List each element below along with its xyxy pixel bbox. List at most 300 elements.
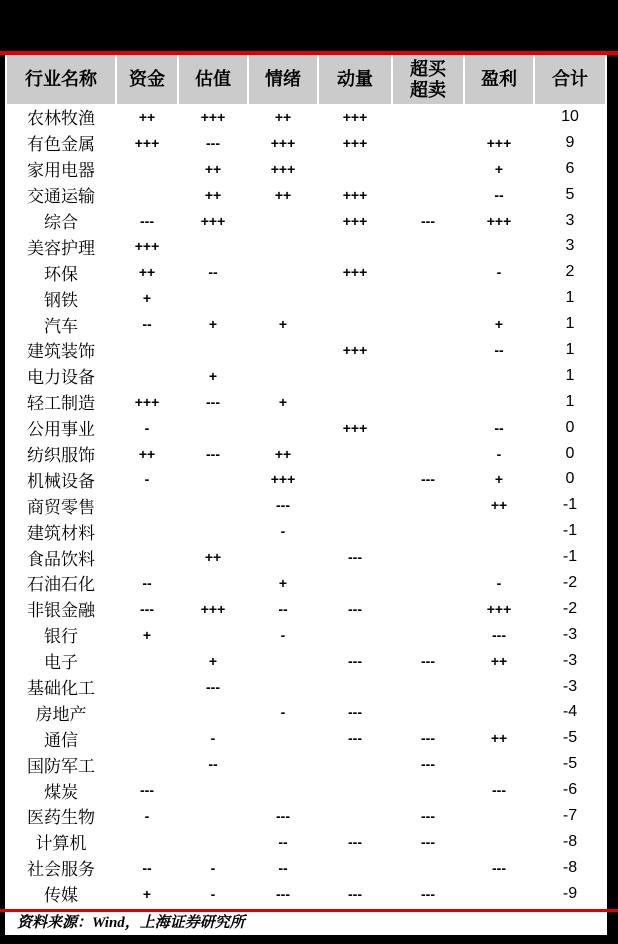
factor-cell-valuation: -- bbox=[208, 264, 218, 281]
factor-cell-sentiment: --- bbox=[276, 807, 290, 824]
factor-cell-sentiment: --- bbox=[276, 885, 290, 902]
factor-cell-capital: ++ bbox=[138, 108, 156, 125]
factor-cell-momentum bbox=[319, 285, 391, 311]
total-cell: 6 bbox=[565, 159, 575, 177]
factor-cell-valuation: + bbox=[208, 652, 218, 669]
factor-cell-capital: +++ bbox=[134, 134, 160, 151]
column-header-line: 资金 bbox=[129, 69, 165, 89]
factor-cell-overbought_oversold: --- bbox=[421, 212, 435, 229]
table-row bbox=[7, 311, 605, 337]
total-cell: -1 bbox=[562, 496, 578, 514]
column-header-line: 超买 bbox=[410, 58, 446, 79]
total-cell: 0 bbox=[565, 444, 575, 462]
factor-cell-momentum: --- bbox=[348, 704, 362, 721]
table-row bbox=[7, 156, 605, 182]
factor-cell-valuation: -- bbox=[208, 756, 218, 773]
factor-cell-overbought_oversold: --- bbox=[421, 756, 435, 773]
total-cell: 3 bbox=[565, 237, 575, 255]
factor-cell-capital bbox=[117, 829, 177, 855]
factor-cell-valuation: ++ bbox=[204, 160, 222, 177]
factor-cell-overbought_oversold bbox=[393, 182, 463, 208]
factor-cell-momentum bbox=[319, 156, 391, 182]
table-header-row bbox=[7, 55, 605, 104]
table-row bbox=[7, 233, 605, 259]
table-row bbox=[7, 492, 605, 518]
factor-cell-capital bbox=[117, 699, 177, 725]
factor-cell-profit bbox=[465, 829, 533, 855]
table-row bbox=[7, 803, 605, 829]
factor-cell-valuation bbox=[179, 829, 247, 855]
factor-cell-capital bbox=[117, 518, 177, 544]
factor-cell-valuation: - bbox=[210, 730, 216, 747]
total-cell: 5 bbox=[565, 185, 575, 203]
factor-cell-momentum bbox=[319, 389, 391, 415]
table-row bbox=[7, 259, 605, 285]
factor-cell-capital bbox=[117, 674, 177, 700]
factor-cell-capital bbox=[117, 725, 177, 751]
industry-name: 国防军工 bbox=[27, 756, 95, 776]
total-cell: -8 bbox=[562, 858, 578, 876]
total-cell: -7 bbox=[562, 806, 578, 824]
total-cell: -1 bbox=[562, 522, 578, 540]
factor-cell-valuation bbox=[179, 415, 247, 441]
factor-cell-capital: + bbox=[142, 885, 152, 902]
table-row bbox=[7, 337, 605, 363]
industry-name: 商贸零售 bbox=[27, 497, 95, 517]
factor-cell-capital: +++ bbox=[134, 238, 160, 255]
total-cell: -9 bbox=[562, 884, 578, 902]
factor-cell-overbought_oversold bbox=[393, 674, 463, 700]
industry-name: 农林牧渔 bbox=[27, 109, 95, 129]
factor-cell-sentiment: - bbox=[280, 704, 286, 721]
factor-cell-capital: - bbox=[144, 471, 150, 488]
industry-name: 钢铁 bbox=[44, 290, 78, 310]
factor-cell-valuation: - bbox=[210, 885, 216, 902]
factor-cell-capital bbox=[117, 648, 177, 674]
column-header-sentiment bbox=[249, 55, 317, 104]
total-cell: 9 bbox=[565, 133, 575, 151]
factor-cell-overbought_oversold bbox=[393, 492, 463, 518]
industry-name: 社会服务 bbox=[27, 860, 95, 880]
factor-cell-sentiment: -- bbox=[278, 859, 288, 876]
total-cell: 2 bbox=[565, 263, 575, 281]
industry-name: 计算机 bbox=[35, 834, 87, 854]
factor-cell-valuation bbox=[179, 570, 247, 596]
factor-cell-profit: + bbox=[494, 160, 504, 177]
column-header-overbought_oversold bbox=[393, 55, 463, 104]
industry-name: 公用事业 bbox=[27, 420, 95, 440]
table-row bbox=[7, 182, 605, 208]
factor-cell-overbought_oversold bbox=[393, 518, 463, 544]
total-cell: -5 bbox=[562, 729, 578, 747]
table-row bbox=[7, 570, 605, 596]
table-row bbox=[7, 777, 605, 803]
factor-cell-valuation bbox=[179, 622, 247, 648]
factor-cell-momentum: +++ bbox=[342, 108, 368, 125]
factor-cell-overbought_oversold bbox=[393, 389, 463, 415]
factor-cell-valuation bbox=[179, 777, 247, 803]
factor-cell-profit: --- bbox=[492, 859, 506, 876]
total-cell: -3 bbox=[562, 625, 578, 643]
factor-cell-profit bbox=[465, 674, 533, 700]
industry-name: 石油石化 bbox=[27, 575, 95, 595]
industry-name: 轻工制造 bbox=[27, 394, 95, 414]
industry-factor-table bbox=[5, 55, 607, 907]
factor-cell-profit: + bbox=[494, 471, 504, 488]
table-row bbox=[7, 389, 605, 415]
industry-name: 医药生物 bbox=[27, 808, 95, 828]
industry-name: 房地产 bbox=[35, 704, 87, 724]
factor-cell-momentum: +++ bbox=[342, 264, 368, 281]
industry-name: 环保 bbox=[44, 264, 78, 284]
industry-name: 银行 bbox=[44, 627, 78, 647]
factor-cell-momentum bbox=[319, 466, 391, 492]
table-row bbox=[7, 751, 605, 777]
column-header-momentum bbox=[319, 55, 391, 104]
factor-cell-sentiment bbox=[249, 363, 317, 389]
factor-cell-valuation: ++ bbox=[204, 186, 222, 203]
table-row bbox=[7, 699, 605, 725]
source-note: 资料来源：Wind，上海证券研究所 bbox=[17, 915, 245, 931]
factor-cell-profit: +++ bbox=[486, 212, 512, 229]
factor-cell-capital: +++ bbox=[134, 393, 160, 410]
factor-cell-overbought_oversold bbox=[393, 363, 463, 389]
industry-name: 美容护理 bbox=[27, 238, 95, 258]
table-row bbox=[7, 855, 605, 881]
total-cell: 0 bbox=[565, 470, 575, 488]
factor-cell-profit: -- bbox=[494, 186, 504, 203]
factor-cell-valuation: +++ bbox=[200, 212, 226, 229]
factor-cell-sentiment bbox=[249, 648, 317, 674]
factor-cell-sentiment: -- bbox=[278, 833, 288, 850]
factor-cell-sentiment: ++ bbox=[274, 186, 292, 203]
factor-cell-overbought_oversold bbox=[393, 259, 463, 285]
factor-cell-overbought_oversold bbox=[393, 156, 463, 182]
factor-cell-profit: -- bbox=[494, 419, 504, 436]
industry-name: 建筑材料 bbox=[27, 523, 95, 543]
factor-cell-sentiment bbox=[249, 725, 317, 751]
factor-cell-momentum: +++ bbox=[342, 186, 368, 203]
factor-cell-sentiment: +++ bbox=[270, 160, 296, 177]
table-row bbox=[7, 829, 605, 855]
factor-cell-momentum bbox=[319, 622, 391, 648]
factor-cell-overbought_oversold bbox=[393, 777, 463, 803]
total-cell: 1 bbox=[565, 366, 575, 384]
industry-name: 纺织服饰 bbox=[27, 446, 95, 466]
factor-cell-overbought_oversold bbox=[393, 544, 463, 570]
table-row bbox=[7, 596, 605, 622]
factor-cell-profit: ++ bbox=[490, 730, 508, 747]
column-header-total bbox=[535, 55, 605, 104]
factor-cell-valuation: --- bbox=[206, 445, 220, 462]
factor-cell-profit bbox=[465, 389, 533, 415]
column-header-line: 情绪 bbox=[265, 69, 301, 89]
total-cell: 0 bbox=[565, 418, 575, 436]
factor-cell-momentum: +++ bbox=[342, 341, 368, 358]
table-row bbox=[7, 725, 605, 751]
industry-name: 食品饮料 bbox=[27, 549, 95, 569]
factor-cell-momentum bbox=[319, 777, 391, 803]
factor-cell-momentum bbox=[319, 855, 391, 881]
factor-cell-profit: - bbox=[496, 445, 502, 462]
factor-cell-sentiment: -- bbox=[278, 600, 288, 617]
factor-cell-sentiment: + bbox=[278, 393, 288, 410]
factor-cell-momentum bbox=[319, 674, 391, 700]
table-row bbox=[7, 674, 605, 700]
factor-cell-overbought_oversold: --- bbox=[421, 730, 435, 747]
column-header-capital bbox=[117, 55, 177, 104]
factor-cell-capital: - bbox=[144, 419, 150, 436]
factor-cell-capital: --- bbox=[140, 212, 154, 229]
column-header-line: 估值 bbox=[195, 69, 231, 89]
table-row bbox=[7, 104, 605, 130]
factor-cell-momentum: --- bbox=[348, 885, 362, 902]
factor-cell-capital: -- bbox=[142, 574, 152, 591]
industry-name: 有色金属 bbox=[27, 135, 95, 155]
column-header-line: 合计 bbox=[552, 69, 588, 89]
industry-name: 家用电器 bbox=[27, 161, 95, 181]
factor-cell-valuation bbox=[179, 233, 247, 259]
factor-cell-valuation: +++ bbox=[200, 600, 226, 617]
factor-cell-capital bbox=[117, 751, 177, 777]
industry-name: 通信 bbox=[44, 730, 78, 750]
factor-cell-momentum: --- bbox=[348, 730, 362, 747]
factor-cell-overbought_oversold bbox=[393, 104, 463, 130]
total-cell: 1 bbox=[565, 392, 575, 410]
factor-cell-momentum: --- bbox=[348, 652, 362, 669]
table-row bbox=[7, 648, 605, 674]
industry-name: 煤炭 bbox=[44, 782, 78, 802]
factor-cell-capital bbox=[117, 492, 177, 518]
total-cell: -8 bbox=[562, 832, 578, 850]
industry-name: 机械设备 bbox=[27, 471, 95, 491]
factor-cell-overbought_oversold bbox=[393, 699, 463, 725]
factor-cell-profit bbox=[465, 285, 533, 311]
factor-cell-overbought_oversold: --- bbox=[421, 471, 435, 488]
industry-name: 电力设备 bbox=[27, 368, 95, 388]
column-header-line: 盈利 bbox=[481, 69, 517, 89]
factor-cell-valuation: + bbox=[208, 367, 218, 384]
factor-cell-sentiment: +++ bbox=[270, 134, 296, 151]
factor-cell-profit bbox=[465, 233, 533, 259]
factor-cell-valuation: --- bbox=[206, 678, 220, 695]
factor-cell-sentiment bbox=[249, 285, 317, 311]
factor-cell-capital bbox=[117, 156, 177, 182]
factor-cell-capital bbox=[117, 337, 177, 363]
industry-name: 建筑装饰 bbox=[27, 342, 95, 362]
column-header-industry bbox=[7, 55, 115, 104]
factor-cell-capital: ++ bbox=[138, 264, 156, 281]
factor-cell-momentum bbox=[319, 751, 391, 777]
total-cell: 1 bbox=[565, 315, 575, 333]
factor-cell-capital: --- bbox=[140, 782, 154, 799]
factor-cell-sentiment: - bbox=[280, 626, 286, 643]
total-cell: -4 bbox=[562, 703, 578, 721]
factor-cell-valuation: + bbox=[208, 316, 218, 333]
total-cell: -2 bbox=[562, 599, 578, 617]
table-row bbox=[7, 208, 605, 234]
factor-cell-overbought_oversold: --- bbox=[421, 885, 435, 902]
factor-cell-valuation bbox=[179, 803, 247, 829]
factor-cell-capital: + bbox=[142, 290, 152, 307]
factor-cell-valuation bbox=[179, 699, 247, 725]
factor-cell-overbought_oversold bbox=[393, 311, 463, 337]
factor-cell-sentiment: ++ bbox=[274, 108, 292, 125]
factor-cell-overbought_oversold bbox=[393, 130, 463, 156]
factor-cell-sentiment bbox=[249, 751, 317, 777]
factor-cell-momentum bbox=[319, 570, 391, 596]
table-row bbox=[7, 441, 605, 467]
factor-cell-profit: --- bbox=[492, 782, 506, 799]
factor-cell-sentiment: --- bbox=[276, 497, 290, 514]
factor-cell-sentiment bbox=[249, 259, 317, 285]
factor-cell-valuation bbox=[179, 285, 247, 311]
column-header-line: 超卖 bbox=[410, 79, 446, 100]
factor-cell-valuation: ++ bbox=[204, 549, 222, 566]
factor-cell-sentiment bbox=[249, 674, 317, 700]
factor-cell-capital: ++ bbox=[138, 445, 156, 462]
table-header bbox=[7, 55, 605, 104]
factor-cell-sentiment bbox=[249, 337, 317, 363]
factor-cell-momentum bbox=[319, 518, 391, 544]
factor-cell-momentum bbox=[319, 803, 391, 829]
factor-cell-valuation: --- bbox=[206, 393, 220, 410]
factor-cell-overbought_oversold bbox=[393, 415, 463, 441]
factor-cell-profit bbox=[465, 104, 533, 130]
factor-cell-valuation bbox=[179, 518, 247, 544]
column-header-valuation bbox=[179, 55, 247, 104]
factor-cell-profit: ++ bbox=[490, 652, 508, 669]
industry-name: 非银金融 bbox=[27, 601, 95, 621]
factor-cell-capital bbox=[117, 182, 177, 208]
factor-cell-overbought_oversold bbox=[393, 855, 463, 881]
factor-cell-capital: + bbox=[142, 626, 152, 643]
factor-cell-profit: -- bbox=[494, 341, 504, 358]
column-header-profit bbox=[465, 55, 533, 104]
factor-cell-valuation: +++ bbox=[200, 108, 226, 125]
table-body bbox=[7, 104, 605, 907]
factor-cell-valuation bbox=[179, 492, 247, 518]
table-panel bbox=[5, 55, 607, 909]
table-row bbox=[7, 518, 605, 544]
total-cell: -6 bbox=[562, 781, 578, 799]
factor-cell-overbought_oversold bbox=[393, 285, 463, 311]
factor-cell-profit: - bbox=[496, 264, 502, 281]
factor-cell-valuation: --- bbox=[206, 134, 220, 151]
factor-cell-overbought_oversold: --- bbox=[421, 833, 435, 850]
table-row bbox=[7, 130, 605, 156]
factor-cell-momentum bbox=[319, 311, 391, 337]
factor-cell-overbought_oversold bbox=[393, 337, 463, 363]
factor-cell-momentum: +++ bbox=[342, 419, 368, 436]
factor-cell-profit bbox=[465, 881, 533, 907]
industry-name: 汽车 bbox=[44, 316, 78, 336]
factor-cell-sentiment: ++ bbox=[274, 445, 292, 462]
factor-cell-momentum: --- bbox=[348, 549, 362, 566]
factor-cell-overbought_oversold bbox=[393, 233, 463, 259]
factor-cell-momentum bbox=[319, 233, 391, 259]
factor-cell-valuation bbox=[179, 466, 247, 492]
factor-cell-capital bbox=[117, 363, 177, 389]
factor-cell-profit bbox=[465, 751, 533, 777]
factor-cell-momentum: +++ bbox=[342, 134, 368, 151]
factor-cell-overbought_oversold: --- bbox=[421, 652, 435, 669]
factor-cell-valuation: - bbox=[210, 859, 216, 876]
total-cell: -3 bbox=[562, 677, 578, 695]
column-header-line: 行业名称 bbox=[25, 69, 97, 89]
factor-cell-momentum bbox=[319, 492, 391, 518]
total-cell: 10 bbox=[561, 107, 579, 125]
factor-cell-overbought_oversold: --- bbox=[421, 807, 435, 824]
table-row bbox=[7, 544, 605, 570]
factor-cell-momentum: +++ bbox=[342, 212, 368, 229]
factor-cell-overbought_oversold bbox=[393, 441, 463, 467]
table-row bbox=[7, 622, 605, 648]
table-row bbox=[7, 285, 605, 311]
industry-name: 电子 bbox=[44, 653, 78, 673]
factor-cell-profit: + bbox=[494, 316, 504, 333]
table-row bbox=[7, 415, 605, 441]
factor-cell-momentum bbox=[319, 441, 391, 467]
factor-cell-capital bbox=[117, 544, 177, 570]
factor-cell-profit: +++ bbox=[486, 600, 512, 617]
table-row bbox=[7, 881, 605, 907]
factor-cell-capital: --- bbox=[140, 600, 154, 617]
factor-cell-profit bbox=[465, 363, 533, 389]
factor-cell-overbought_oversold bbox=[393, 622, 463, 648]
factor-cell-capital: -- bbox=[142, 859, 152, 876]
table-row bbox=[7, 466, 605, 492]
total-cell: 3 bbox=[565, 211, 575, 229]
factor-cell-sentiment: +++ bbox=[270, 471, 296, 488]
total-cell: -5 bbox=[562, 755, 578, 773]
factor-cell-sentiment bbox=[249, 233, 317, 259]
industry-name: 综合 bbox=[44, 213, 78, 232]
factor-cell-capital: - bbox=[144, 807, 150, 824]
factor-cell-profit bbox=[465, 544, 533, 570]
source-bar bbox=[5, 912, 607, 935]
factor-cell-overbought_oversold bbox=[393, 596, 463, 622]
factor-cell-sentiment: - bbox=[280, 523, 286, 540]
factor-cell-sentiment bbox=[249, 415, 317, 441]
factor-cell-valuation bbox=[179, 337, 247, 363]
factor-cell-profit: ++ bbox=[490, 497, 508, 514]
industry-name: 交通运输 bbox=[27, 187, 95, 207]
factor-cell-sentiment bbox=[249, 777, 317, 803]
total-cell: 1 bbox=[565, 289, 575, 307]
total-cell: -2 bbox=[562, 573, 578, 591]
factor-cell-profit bbox=[465, 699, 533, 725]
total-cell: -3 bbox=[562, 651, 578, 669]
factor-cell-profit: --- bbox=[492, 626, 506, 643]
industry-name: 基础化工 bbox=[27, 679, 95, 699]
factor-cell-sentiment: + bbox=[278, 316, 288, 333]
factor-cell-sentiment bbox=[249, 208, 317, 234]
factor-cell-sentiment: + bbox=[278, 574, 288, 591]
factor-cell-momentum: --- bbox=[348, 600, 362, 617]
factor-cell-overbought_oversold bbox=[393, 570, 463, 596]
total-cell: 1 bbox=[565, 340, 575, 358]
industry-name: 传媒 bbox=[44, 886, 78, 906]
factor-cell-sentiment bbox=[249, 544, 317, 570]
factor-cell-profit: +++ bbox=[486, 134, 512, 151]
column-header-line: 动量 bbox=[337, 69, 373, 89]
factor-cell-capital: -- bbox=[142, 316, 152, 333]
factor-cell-momentum bbox=[319, 363, 391, 389]
factor-cell-profit: - bbox=[496, 574, 502, 591]
table-row bbox=[7, 363, 605, 389]
total-cell: -1 bbox=[562, 548, 578, 566]
